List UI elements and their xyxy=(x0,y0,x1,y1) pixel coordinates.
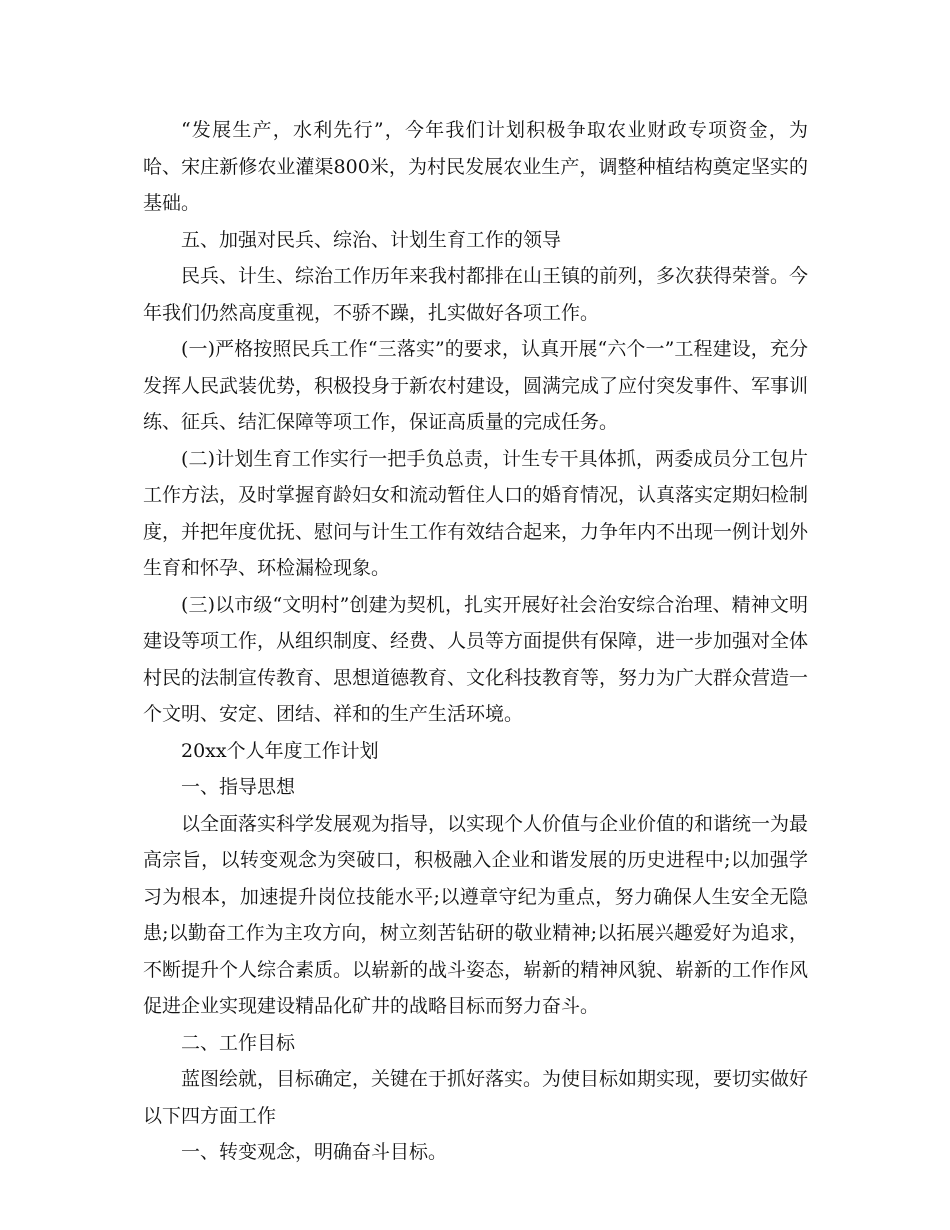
heading-work-goals: 二、工作目标 xyxy=(181,1031,296,1054)
heading-section-five: 五、加强对民兵、综治、计划生育工作的领导 xyxy=(181,228,562,251)
paragraph-guiding-thought: 以全面落实科学发展观为指导，以实现个人价值与企业价值的和谐统一为最高宗旨，以转变观念为突破口，积极融入企业和谐发展的历史进程中;以加强学习为根本，加速提升岗位技能水平;以遵章守纪为重点，努力确保人生安全无隐患;以勤奋工作为主攻方向，树立刻苦钻研的敬业精神;以拓展兴趣爱好为追求，不断提升个人综合素质。以崭新的战斗姿态，崭新的精神风貌、崭新的工作作风促进企业实现建设精品化矿井的战略目标而努力奋斗。 xyxy=(143,812,809,1017)
paragraph-water-conservancy: “发展生产，水利先行”，今年我们计划积极争取农业财政专项资金，为哈、宋庄新修农业灌渠800米，为村民发展农业生产，调整种植结构奠定坚实的基础。 xyxy=(143,119,808,214)
heading-guiding-thought: 一、指导思想 xyxy=(181,776,296,798)
document-body xyxy=(143,112,808,1171)
paragraph-civilized-village: (三)以市级“文明村”创建为契机，扎实开展好社会治安综合治理、精神文明建设等项工作，从组织制度、经费、人员等方面提供有保障，进一步加强对全体村民的法制宣传教育、思想道德教育、文化科技教育等，努力为广大群众营造一个文明、安定、团结、祥和的生产生活环境。 xyxy=(143,593,809,725)
paragraph-militia-overview: 民兵、计生、综治工作历年来我村都排在山王镇的前列，多次获得荣誉。今年我们仍然高度重视，不骄不躁，扎实做好各项工作。 xyxy=(143,265,809,324)
paragraph-militia-work: (一)严格按照民兵工作“三落实”的要求，认真开展“六个一”工程建设，充分发挥人民武装优势，积极投身于新农村建设，圆满完成了应付突发事件、军事训练、征兵、结汇保障等项工作，保证高质量的完成任务。 xyxy=(143,338,809,433)
paragraph-family-planning: (二)计划生育工作实行一把手负总责，计生专干具体抓，两委成员分工包片工作方法，及时掌握育龄妇女和流动暂住人口的婚育情况，认真落实定期妇检制度，并把年度优抚、慰问与计生工作有效结合起来，力争年内不出现一例计划外生育和怀孕、环检漏检现象。 xyxy=(143,447,809,579)
heading-annual-plan: 20xx个人年度工作计划 xyxy=(181,739,379,762)
paragraph-work-goals: 蓝图绘就，目标确定，关键在于抓好落实。为使目标如期实现，要切实做好以下四方面工作 xyxy=(143,1068,809,1127)
heading-change-concepts: 一、转变观念，明确奋斗目标。 xyxy=(181,1141,448,1163)
